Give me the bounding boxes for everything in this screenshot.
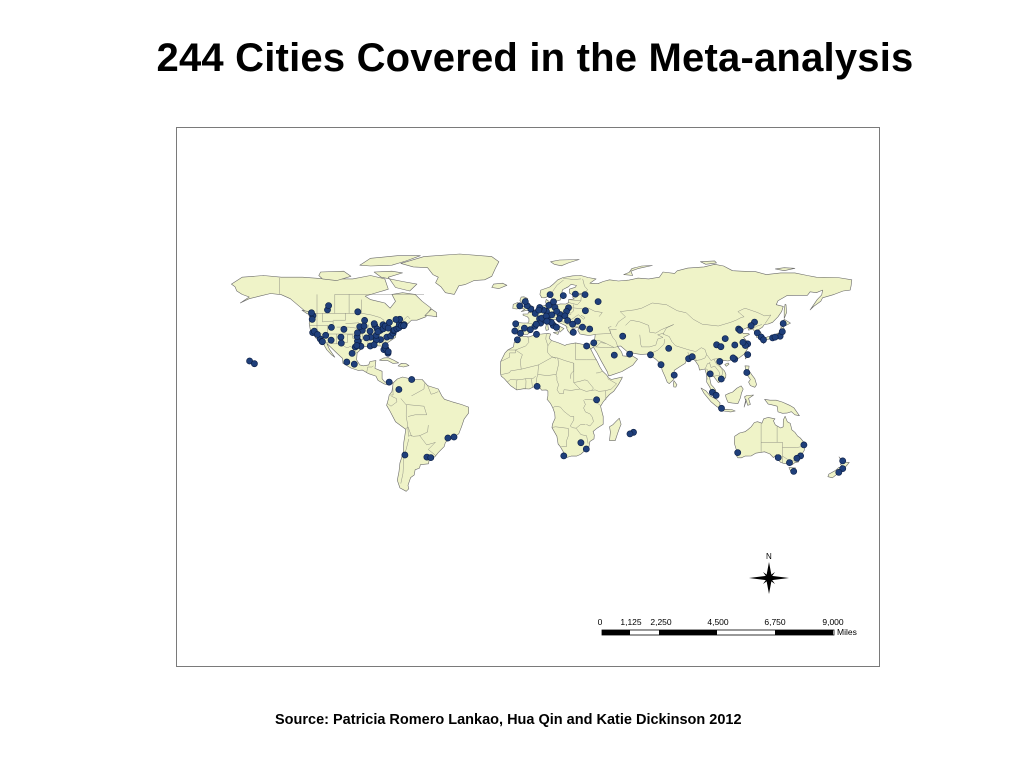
- scale-tick-3: 4,500: [707, 617, 729, 627]
- city-marker: [533, 321, 539, 327]
- city-marker: [556, 316, 562, 322]
- city-marker: [578, 440, 584, 446]
- city-marker: [786, 460, 792, 466]
- city-marker: [780, 320, 786, 326]
- city-marker: [620, 333, 626, 339]
- city-marker: [354, 330, 360, 336]
- landmass-greenland: [401, 254, 499, 294]
- city-marker: [513, 321, 519, 327]
- city-marker: [627, 431, 633, 437]
- city-marker: [351, 361, 357, 367]
- city-marker: [401, 323, 407, 329]
- city-marker: [534, 383, 540, 389]
- city-marker: [355, 309, 361, 315]
- city-marker: [595, 299, 601, 305]
- landmass-sakhalin: [784, 304, 786, 318]
- city-marker: [363, 335, 369, 341]
- city-marker: [718, 405, 724, 411]
- scale-bar: [598, 617, 857, 637]
- city-marker: [584, 343, 590, 349]
- city-marker: [732, 342, 738, 348]
- city-marker: [386, 319, 392, 325]
- city-marker: [744, 369, 750, 375]
- city-marker: [718, 344, 724, 350]
- city-marker: [354, 342, 360, 348]
- city-marker: [748, 323, 754, 329]
- scale-tick-0: 0: [597, 617, 603, 627]
- city-marker: [553, 324, 559, 330]
- city-marker: [428, 455, 434, 461]
- city-marker: [775, 455, 781, 461]
- landmass-novaya-zemlya: [624, 266, 653, 276]
- city-marker: [319, 339, 325, 345]
- landmass-philippines: [745, 366, 757, 388]
- city-marker: [375, 329, 381, 335]
- scale-unit: Miles: [837, 627, 857, 637]
- city-marker: [722, 336, 728, 342]
- city-marker: [522, 298, 528, 304]
- north-label: N: [766, 552, 772, 561]
- city-marker: [328, 324, 334, 330]
- city-marker: [740, 339, 746, 345]
- city-marker: [791, 468, 797, 474]
- city-marker: [338, 340, 344, 346]
- land-masses: [231, 254, 851, 491]
- source-citation: Source: Patricia Romero Lankao, Hua Qin and Katie Dickinson 2012: [275, 712, 742, 728]
- city-marker: [512, 328, 518, 334]
- city-marker: [323, 332, 329, 338]
- city-marker: [349, 350, 355, 356]
- city-marker: [801, 442, 807, 448]
- city-marker: [326, 303, 332, 309]
- city-marker: [371, 321, 377, 327]
- landmass-severnaya: [700, 261, 716, 264]
- city-marker: [582, 292, 588, 298]
- city-marker: [627, 351, 633, 357]
- city-marker: [570, 329, 576, 335]
- city-marker: [707, 371, 713, 377]
- landmass-iceland: [492, 283, 507, 288]
- north-arrow-icon: [749, 552, 789, 594]
- city-marker: [561, 453, 567, 459]
- scale-tick-2: 2,250: [650, 617, 672, 627]
- city-marker: [745, 352, 751, 358]
- landmass-borneo: [725, 386, 743, 404]
- city-marker: [396, 386, 402, 392]
- city-marker: [579, 324, 585, 330]
- city-marker: [517, 330, 523, 336]
- landmass-new-guinea: [765, 399, 800, 415]
- city-marker: [533, 331, 539, 337]
- city-marker: [772, 334, 778, 340]
- city-marker: [314, 331, 320, 337]
- city-marker: [362, 317, 368, 323]
- city-marker: [591, 340, 597, 346]
- city-marker: [371, 342, 377, 348]
- city-marker: [583, 446, 589, 452]
- city-marker: [328, 337, 334, 343]
- city-marker: [386, 379, 392, 385]
- landmass-svalbard: [551, 260, 580, 266]
- scale-tick-1: 1,125: [620, 617, 642, 627]
- city-marker: [445, 435, 451, 441]
- city-marker: [341, 326, 347, 332]
- city-marker: [308, 310, 314, 316]
- city-marker: [402, 452, 408, 458]
- city-marker: [594, 397, 600, 403]
- city-marker: [550, 299, 556, 305]
- scale-tick-4: 6,750: [764, 617, 786, 627]
- scale-tick-5: 9,000: [822, 617, 844, 627]
- landmass-corsica-sard: [546, 324, 549, 331]
- city-marker: [737, 327, 743, 333]
- city-marker: [840, 458, 846, 464]
- city-marker: [779, 329, 785, 335]
- city-marker: [393, 316, 399, 322]
- city-marker: [521, 325, 527, 331]
- city-marker: [385, 349, 391, 355]
- city-marker: [689, 354, 695, 360]
- city-marker: [536, 307, 542, 313]
- city-marker: [611, 352, 617, 358]
- city-marker: [547, 292, 553, 298]
- city-marker: [527, 327, 533, 333]
- city-marker: [760, 337, 766, 343]
- landmass-sulawesi: [744, 395, 754, 407]
- city-marker: [560, 293, 566, 299]
- city-marker: [382, 342, 388, 348]
- city-marker: [517, 303, 523, 309]
- landmass-sicily: [553, 332, 559, 335]
- city-marker: [309, 316, 315, 322]
- landmass-hispaniola: [398, 363, 409, 367]
- city-marker: [666, 345, 672, 351]
- city-marker: [565, 317, 571, 323]
- city-marker: [514, 337, 520, 343]
- city-marker: [730, 355, 736, 361]
- city-marker: [647, 352, 653, 358]
- city-marker: [713, 392, 719, 398]
- city-marker: [735, 450, 741, 456]
- city-marker: [554, 308, 560, 314]
- world-map: [177, 128, 879, 666]
- city-marker: [451, 434, 457, 440]
- city-marker: [582, 308, 588, 314]
- landmass-south-america: [387, 377, 469, 491]
- city-marker: [544, 318, 550, 324]
- city-marker: [717, 358, 723, 364]
- slide-title: 244 Cities Covered in the Meta-analysis: [156, 36, 914, 80]
- city-marker: [338, 334, 344, 340]
- landmass-cuba: [379, 358, 398, 364]
- city-marker: [836, 469, 842, 475]
- landmass-new-siberian: [775, 268, 795, 271]
- city-marker: [658, 362, 664, 368]
- city-marker: [344, 359, 350, 365]
- city-marker: [794, 455, 800, 461]
- city-marker: [587, 326, 593, 332]
- city-marker: [671, 372, 677, 378]
- landmass-hainan: [725, 363, 729, 366]
- landmass-madagascar: [610, 418, 622, 440]
- city-marker: [367, 328, 373, 334]
- city-marker: [572, 291, 578, 297]
- map-frame: [176, 127, 880, 667]
- city-marker: [718, 376, 724, 382]
- city-marker: [361, 323, 367, 329]
- city-marker: [251, 361, 257, 367]
- landmass-sri-lanka: [673, 381, 677, 387]
- city-marker: [409, 376, 415, 382]
